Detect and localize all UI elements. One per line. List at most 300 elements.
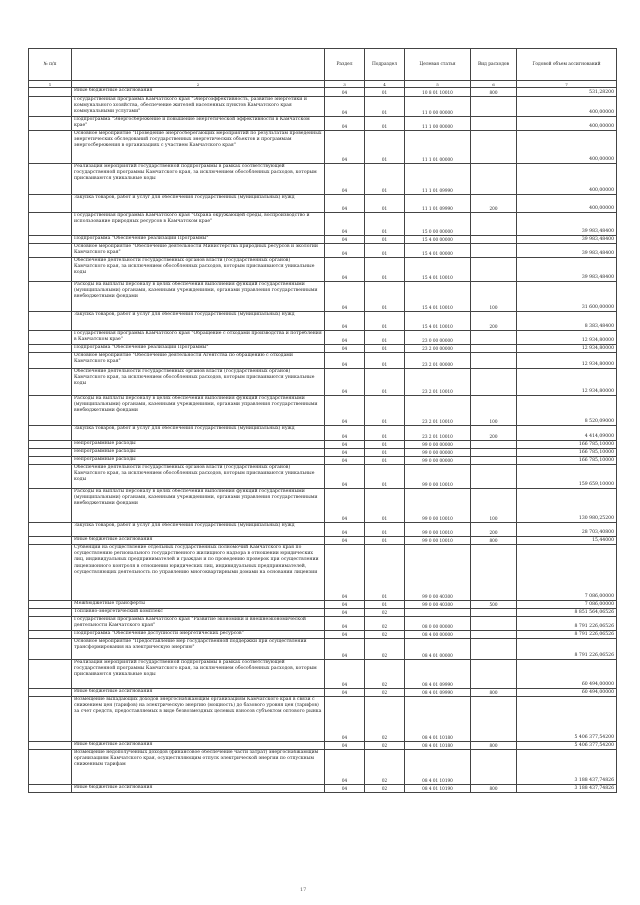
row-amount-cell: 400,00000 (517, 97, 617, 117)
row-subsection-cell: 01 (365, 545, 405, 601)
row-section-cell: 04 (325, 489, 365, 523)
row-subsection-cell: 01 (365, 537, 405, 545)
row-subsection-cell: 02 (365, 609, 405, 617)
row-subsection-cell: 01 (365, 131, 405, 164)
row-subsection-cell: 01 (365, 426, 405, 441)
row-subsection-cell: 01 (365, 312, 405, 331)
row-subsection-cell: 01 (365, 369, 405, 396)
row-section-cell: 04 (325, 617, 365, 631)
row-num-cell (29, 131, 72, 164)
row-name-cell: Государственная программа Камчатского края "Энергоэффективность, развитие энергетики и коммунального хозяйства, обеспечение жителей населенных пунктов Камчатского края коммунальными услугами" (72, 97, 325, 117)
row-expense-type-cell: 500 (471, 601, 517, 609)
row-amount-cell: 5 406 377,54200 (517, 742, 617, 750)
row-num-cell (29, 523, 72, 537)
row-section-cell: 04 (325, 345, 365, 353)
col-index: 7 (517, 81, 617, 88)
row-section-cell: 04 (325, 545, 365, 601)
table-row (29, 396, 617, 426)
row-subsection-cell: 01 (365, 601, 405, 609)
row-name-cell: Подпрограмма "Обеспечение реализации Программы" (72, 345, 325, 353)
table-row (29, 457, 617, 465)
row-num-cell (29, 537, 72, 545)
row-target-cell: 23 2 00 00000 (405, 345, 471, 353)
row-expense-type-cell: 200 (471, 312, 517, 331)
row-amount-cell: 159 659,10000 (517, 465, 617, 489)
row-section-cell: 04 (325, 441, 365, 449)
row-section-cell: 04 (325, 97, 365, 117)
row-num-cell (29, 449, 72, 457)
row-name-cell: Непрограммные расходы (72, 449, 325, 457)
table-row (29, 97, 617, 117)
row-num-cell (29, 213, 72, 236)
row-name-cell: Обеспечение деятельности государственных органов власти (государственных органов) Камчатского края, за исключением обособленных расходов, которым присваиваются уникальные коды (72, 465, 325, 489)
row-section-cell: 04 (325, 742, 365, 750)
row-expense-type-cell: 800 (471, 689, 517, 697)
row-name-cell: Расходы на выплаты персоналу в целях обеспечения выполнения функций государственными (муниципальными) органами, казенными учреждениями, органами управления государственными внебюджетными фондами (72, 489, 325, 523)
row-name-cell: Топливно-энергетический комплекс (72, 609, 325, 617)
row-num-cell (29, 631, 72, 639)
row-section-cell: 04 (325, 213, 365, 236)
row-num-cell (29, 660, 72, 689)
row-amount-cell: 31 600,00000 (517, 282, 617, 312)
row-expense-type-cell (471, 609, 517, 617)
row-expense-type-cell (471, 258, 517, 282)
col-index: 3 (325, 81, 365, 88)
header-name (72, 49, 325, 81)
row-name-cell: Возмещение выпадающих доходов энергоснабжающим организациям Камчатского края в связи с снижением цен (тарифов) на электрическую энергию (мощность) до базового уровня цен (тарифов) за счет средств, предоставляемых в виде безвозмездных целевых взносов субъектом оптового рынка (72, 697, 325, 742)
table-row (29, 164, 617, 195)
row-name-cell: Обеспечение деятельности государственных органов власти (государственных органов) Камчатского края, за исключением обособленных расходов, которым присваиваются уникальные коды (72, 369, 325, 396)
row-target-cell: 23 0 00 00000 (405, 331, 471, 345)
row-num-cell (29, 457, 72, 465)
row-target-cell: 99 0 00 10010 (405, 465, 471, 489)
row-target-cell: 08 4 01 10180 (405, 697, 471, 742)
col-index: 6 (471, 81, 517, 88)
row-subsection-cell: 01 (365, 88, 405, 97)
table-row (29, 523, 617, 537)
row-section-cell: 04 (325, 164, 365, 195)
row-target-cell: 23 2 01 00000 (405, 353, 471, 369)
row-expense-type-cell: 200 (471, 426, 517, 441)
header-num: № п/п (29, 49, 72, 81)
row-target-cell: 15 0 00 00000 (405, 213, 471, 236)
header-subsection: Подраздел (365, 49, 405, 81)
row-amount-cell: 166 785,10000 (517, 457, 617, 465)
row-amount-cell: 8 520,09000 (517, 396, 617, 426)
row-name-cell: Субвенции на осуществление отдельных государственных полномочий Камчатского края по осуществлению регионального государственного жилищного надзора в отношении юридических лиц, индивидуальных предпринимателей и граждан и по проведению проверок при осуществлении лицензионного контроля в отношении юридических лиц, индивидуальных предпринимателей, осуществляющих деятельность по управлению многоквартирными домами на основании лицензии (72, 545, 325, 601)
row-name-cell: Закупка товаров, работ и услуг для обеспечения государственных (муниципальных) нужд (72, 426, 325, 441)
row-target-cell: 10 8 01 10010 (405, 88, 471, 97)
row-section-cell: 04 (325, 426, 365, 441)
row-expense-type-cell (471, 441, 517, 449)
row-target-cell: 15 4 01 00000 (405, 244, 471, 258)
row-subsection-cell: 01 (365, 244, 405, 258)
row-target-cell: 99 0 00 10010 (405, 489, 471, 523)
table-row (29, 353, 617, 369)
row-subsection-cell: 02 (365, 660, 405, 689)
row-expense-type-cell (471, 97, 517, 117)
row-name-cell: Государственная программа Камчатского края "Развитие экономики и внешнеэкономической деятельности Камчатского края" (72, 617, 325, 631)
row-name-cell: Реализация мероприятий государственной подпрограммы в рамках соответствующей государственной программы Камчатского края, за исключением обособленных расходов, которым присваиваются уникальные коды (72, 660, 325, 689)
row-subsection-cell: 02 (365, 631, 405, 639)
row-target-cell: 08 4 01 10190 (405, 750, 471, 785)
row-num-cell (29, 750, 72, 785)
row-num-cell (29, 639, 72, 660)
row-expense-type-cell (471, 164, 517, 195)
row-num-cell (29, 441, 72, 449)
row-name-cell: Подпрограмма "Энергосбережение и повышение энергетической эффективности в Камчатском крае" (72, 117, 325, 131)
row-section-cell: 04 (325, 689, 365, 697)
row-num-cell (29, 426, 72, 441)
table-row (29, 465, 617, 489)
table-row (29, 689, 617, 697)
row-section-cell: 04 (325, 331, 365, 345)
row-expense-type-cell: 100 (471, 489, 517, 523)
row-section-cell: 04 (325, 660, 365, 689)
row-target-cell: 11 1 01 09990 (405, 195, 471, 213)
col-index: 2 (72, 81, 325, 88)
row-subsection-cell: 01 (365, 236, 405, 244)
row-amount-cell: 7 086,00000 (517, 545, 617, 601)
row-section-cell: 04 (325, 353, 365, 369)
row-num-cell (29, 785, 72, 793)
row-subsection-cell: 02 (365, 697, 405, 742)
table-row (29, 345, 617, 353)
row-subsection-cell: 01 (365, 213, 405, 236)
table-row (29, 639, 617, 660)
table-row (29, 426, 617, 441)
row-num-cell (29, 164, 72, 195)
row-expense-type-cell (471, 369, 517, 396)
row-amount-cell: 3 188 437,74826 (517, 750, 617, 785)
row-expense-type-cell: 100 (471, 396, 517, 426)
header-section: Раздел (325, 49, 365, 81)
row-expense-type-cell: 800 (471, 88, 517, 97)
row-section-cell: 04 (325, 537, 365, 545)
row-amount-cell: 531,28200 (517, 88, 617, 97)
row-subsection-cell: 01 (365, 331, 405, 345)
column-index-row (29, 81, 617, 88)
row-num-cell (29, 465, 72, 489)
row-section-cell: 04 (325, 369, 365, 396)
row-section-cell: 04 (325, 282, 365, 312)
table-row (29, 236, 617, 244)
row-num-cell (29, 353, 72, 369)
row-amount-cell: 28 703,40800 (517, 523, 617, 537)
row-target-cell (405, 609, 471, 617)
row-num-cell (29, 689, 72, 697)
row-subsection-cell: 01 (365, 441, 405, 449)
row-section-cell: 04 (325, 244, 365, 258)
row-amount-cell: 39 983,48400 (517, 258, 617, 282)
row-target-cell: 08 4 00 00000 (405, 631, 471, 639)
row-name-cell: Государственная программа Камчатского края "Обращение с отходами производства и потребления в Камчатском крае" (72, 331, 325, 345)
row-num-cell (29, 236, 72, 244)
row-num-cell (29, 545, 72, 601)
header-expense-type: Вид расходов (471, 49, 517, 81)
row-num-cell (29, 282, 72, 312)
row-section-cell: 04 (325, 131, 365, 164)
row-num-cell (29, 609, 72, 617)
table-row (29, 489, 617, 523)
table-row (29, 244, 617, 258)
row-num-cell (29, 742, 72, 750)
row-name-cell: Закупка товаров, работ и услуг для обеспечения государственных (муниципальных) нужд (72, 195, 325, 213)
row-subsection-cell: 01 (365, 523, 405, 537)
row-target-cell: 15 4 00 00000 (405, 236, 471, 244)
row-section-cell: 04 (325, 312, 365, 331)
header-row (29, 49, 617, 81)
budget-table (28, 48, 617, 793)
row-expense-type-cell (471, 617, 517, 631)
row-amount-cell: 400,00000 (517, 164, 617, 195)
row-subsection-cell: 01 (365, 457, 405, 465)
row-amount-cell: 12 934,80000 (517, 345, 617, 353)
row-expense-type-cell (471, 697, 517, 742)
row-section-cell: 04 (325, 609, 365, 617)
row-name-cell: Основное мероприятие "Проведение энергосберегающих мероприятий по результатам проведенных энергетических обследований государственных энергетических объектов и программам энергосбережения в организациях с участием Камчатского края" (72, 131, 325, 164)
row-expense-type-cell (471, 213, 517, 236)
row-name-cell: Подпрограмма "Обеспечение реализации Программы" (72, 236, 325, 244)
row-amount-cell: 60 494,00000 (517, 660, 617, 689)
row-amount-cell: 8 791 226,06526 (517, 631, 617, 639)
table-row (29, 742, 617, 750)
row-num-cell (29, 601, 72, 609)
row-subsection-cell: 01 (365, 164, 405, 195)
row-amount-cell: 12 934,80000 (517, 331, 617, 345)
table-row (29, 441, 617, 449)
row-name-cell: Межбюджетные трансферты (72, 601, 325, 609)
row-name-cell: Непрограммные расходы (72, 441, 325, 449)
row-amount-cell: 39 983,48400 (517, 213, 617, 236)
budget-sheet (28, 48, 616, 793)
table-row (29, 369, 617, 396)
row-expense-type-cell (471, 449, 517, 457)
row-target-cell: 15 4 01 10010 (405, 282, 471, 312)
row-subsection-cell: 01 (365, 97, 405, 117)
row-section-cell: 04 (325, 750, 365, 785)
row-subsection-cell: 01 (365, 345, 405, 353)
row-section-cell: 04 (325, 396, 365, 426)
row-amount-cell: 15,44000 (517, 537, 617, 545)
row-expense-type-cell (471, 631, 517, 639)
row-name-cell: Иные бюджетные ассигнования (72, 742, 325, 750)
row-subsection-cell: 02 (365, 639, 405, 660)
row-target-cell: 99 0 00 10010 (405, 523, 471, 537)
row-section-cell: 04 (325, 523, 365, 537)
row-expense-type-cell (471, 131, 517, 164)
row-amount-cell: 3 188 437,74826 (517, 785, 617, 793)
row-expense-type-cell (471, 660, 517, 689)
row-expense-type-cell: 200 (471, 195, 517, 213)
row-subsection-cell: 01 (365, 353, 405, 369)
row-target-cell: 08 4 01 10190 (405, 785, 471, 793)
row-amount-cell: 8 383,48400 (517, 312, 617, 331)
row-num-cell (29, 396, 72, 426)
row-section-cell: 04 (325, 639, 365, 660)
row-amount-cell: 8 791 226,06526 (517, 617, 617, 631)
row-target-cell: 08 4 01 00000 (405, 639, 471, 660)
row-section-cell: 04 (325, 631, 365, 639)
row-target-cell: 15 4 01 10010 (405, 312, 471, 331)
row-target-cell: 99 0 00 40300 (405, 601, 471, 609)
row-expense-type-cell (471, 457, 517, 465)
row-name-cell: Иные бюджетные ассигнования (72, 537, 325, 545)
table-row (29, 88, 617, 97)
row-name-cell: Иные бюджетные ассигнования (72, 785, 325, 793)
row-target-cell: 11 1 00 00000 (405, 117, 471, 131)
row-num-cell (29, 88, 72, 97)
row-expense-type-cell: 100 (471, 282, 517, 312)
table-row (29, 258, 617, 282)
row-name-cell: Иные бюджетные ассигнования (72, 88, 325, 97)
table-row (29, 131, 617, 164)
row-amount-cell: 166 785,10000 (517, 441, 617, 449)
row-section-cell: 04 (325, 117, 365, 131)
row-expense-type-cell (471, 117, 517, 131)
row-section-cell: 04 (325, 457, 365, 465)
row-section-cell: 04 (325, 195, 365, 213)
row-target-cell: 08 4 01 09990 (405, 689, 471, 697)
row-name-cell: Иные бюджетные ассигнования (72, 689, 325, 697)
row-name-cell: Закупка товаров, работ и услуг для обеспечения государственных (муниципальных) нужд (72, 312, 325, 331)
row-subsection-cell: 01 (365, 449, 405, 457)
row-amount-cell: 400,00000 (517, 131, 617, 164)
table-row (29, 331, 617, 345)
table-row (29, 660, 617, 689)
row-subsection-cell: 02 (365, 689, 405, 697)
row-name-cell: Реализация мероприятий государственной подпрограммы в рамках соответствующей государственной программы Камчатского края, за исключением обособленных расходов, которым присваиваются уникальные коды (72, 164, 325, 195)
row-target-cell: 99 0 00 10010 (405, 537, 471, 545)
row-expense-type-cell (471, 331, 517, 345)
row-subsection-cell: 02 (365, 785, 405, 793)
row-subsection-cell: 01 (365, 195, 405, 213)
row-subsection-cell: 01 (365, 396, 405, 426)
table-row (29, 631, 617, 639)
row-target-cell: 11 1 01 09990 (405, 164, 471, 195)
row-name-cell: Основное мероприятие "Обеспечение деятельности Министерства природных ресурсов и экологии Камчатского края" (72, 244, 325, 258)
row-amount-cell: 400,00000 (517, 195, 617, 213)
table-row (29, 601, 617, 609)
row-amount-cell: 12 934,80000 (517, 369, 617, 396)
row-name-cell: Основное мероприятие "Предоставление мер государственной поддержки при осуществлении трансформирования на электрическую энергию" (72, 639, 325, 660)
row-target-cell: 11 1 01 00000 (405, 131, 471, 164)
row-num-cell (29, 331, 72, 345)
row-num-cell (29, 617, 72, 631)
header-target: Целевая статья (405, 49, 471, 81)
row-name-cell: Возмещение недополученных доходов (финансовое обеспечение части затрат) энергоснабжающим организациям Камчатского края, осуществляющим отпуск электрической энергии по отпускным сниженным тарифам (72, 750, 325, 785)
table-row (29, 195, 617, 213)
row-section-cell: 04 (325, 465, 365, 489)
row-subsection-cell: 02 (365, 617, 405, 631)
row-amount-cell: 130 980,25200 (517, 489, 617, 523)
row-amount-cell: 4 414,09000 (517, 426, 617, 441)
row-target-cell: 23 2 01 10010 (405, 396, 471, 426)
row-name-cell: Обеспечение деятельности государственных органов власти (государственных органов) Камчатского края, за исключением обособленных расходов, которым присваиваются уникальные коды (72, 258, 325, 282)
row-amount-cell: 39 983,48400 (517, 236, 617, 244)
row-amount-cell: 7 086,00000 (517, 601, 617, 609)
row-target-cell: 08 4 01 09990 (405, 660, 471, 689)
row-amount-cell: 12 934,80000 (517, 353, 617, 369)
row-amount-cell: 400,00000 (517, 117, 617, 131)
row-expense-type-cell: 800 (471, 785, 517, 793)
row-expense-type-cell: 200 (471, 523, 517, 537)
row-num-cell (29, 195, 72, 213)
row-subsection-cell: 01 (365, 282, 405, 312)
row-expense-type-cell (471, 353, 517, 369)
row-subsection-cell: 01 (365, 465, 405, 489)
row-num-cell (29, 345, 72, 353)
row-target-cell: 08 4 01 10180 (405, 742, 471, 750)
col-index: 1 (29, 81, 72, 88)
row-num-cell (29, 117, 72, 131)
col-index: 5 (405, 81, 471, 88)
row-section-cell: 04 (325, 88, 365, 97)
page-number: 17 (300, 887, 307, 893)
row-expense-type-cell (471, 545, 517, 601)
row-target-cell: 99 0 00 40300 (405, 545, 471, 601)
row-subsection-cell: 01 (365, 258, 405, 282)
row-target-cell: 99 0 00 00000 (405, 449, 471, 457)
table-row (29, 697, 617, 742)
row-num-cell (29, 312, 72, 331)
row-target-cell: 15 4 01 10010 (405, 258, 471, 282)
row-section-cell: 04 (325, 785, 365, 793)
table-row (29, 117, 617, 131)
row-name-cell: Расходы на выплаты персоналу в целях обеспечения выполнения функций государственными (муниципальными) органами, казенными учреждениями, органами управления государственными внебюджетными фондами (72, 396, 325, 426)
row-subsection-cell: 01 (365, 489, 405, 523)
row-expense-type-cell (471, 345, 517, 353)
row-amount-cell: 39 983,48400 (517, 244, 617, 258)
row-expense-type-cell: 800 (471, 742, 517, 750)
row-name-cell: Непрограммные расходы (72, 457, 325, 465)
table-row (29, 282, 617, 312)
table-row (29, 537, 617, 545)
row-expense-type-cell (471, 236, 517, 244)
table-body (29, 88, 617, 793)
row-target-cell: 99 0 00 00000 (405, 457, 471, 465)
table-row (29, 609, 617, 617)
row-expense-type-cell (471, 465, 517, 489)
table-row (29, 617, 617, 631)
row-num-cell (29, 369, 72, 396)
row-expense-type-cell: 800 (471, 537, 517, 545)
row-name-cell: Основное мероприятие "Обеспечение деятельности Агентства по обращению с отходами Камчатского края" (72, 353, 325, 369)
row-section-cell: 04 (325, 449, 365, 457)
row-expense-type-cell (471, 244, 517, 258)
row-num-cell (29, 258, 72, 282)
row-num-cell (29, 697, 72, 742)
row-section-cell: 04 (325, 601, 365, 609)
row-num-cell (29, 489, 72, 523)
row-amount-cell: 8 851 564,06526 (517, 609, 617, 617)
row-name-cell: Расходы на выплаты персоналу в целях обеспечения выполнения функций государственными (муниципальными) органами, казенными учреждениями, органами управления государственными внебюджетными фондами (72, 282, 325, 312)
row-subsection-cell: 02 (365, 750, 405, 785)
row-name-cell: Подпрограмма "Обеспечение доступности энергетических ресурсов" (72, 631, 325, 639)
table-row (29, 213, 617, 236)
row-target-cell: 99 0 00 00000 (405, 441, 471, 449)
row-target-cell: 23 2 01 10010 (405, 369, 471, 396)
row-name-cell: Государственная программа Камчатского края "Охрана окружающей среды, воспроизводство и использование природных ресурсов в Камчатском крае" (72, 213, 325, 236)
table-row (29, 750, 617, 785)
table-row (29, 545, 617, 601)
row-amount-cell: 8 791 226,06526 (517, 639, 617, 660)
header-total: Годовой объем ассигнований (517, 49, 617, 81)
row-expense-type-cell (471, 750, 517, 785)
row-target-cell: 11 0 00 00000 (405, 97, 471, 117)
table-row (29, 785, 617, 793)
row-name-cell: Закупка товаров, работ и услуг для обеспечения государственных (муниципальных) нужд (72, 523, 325, 537)
